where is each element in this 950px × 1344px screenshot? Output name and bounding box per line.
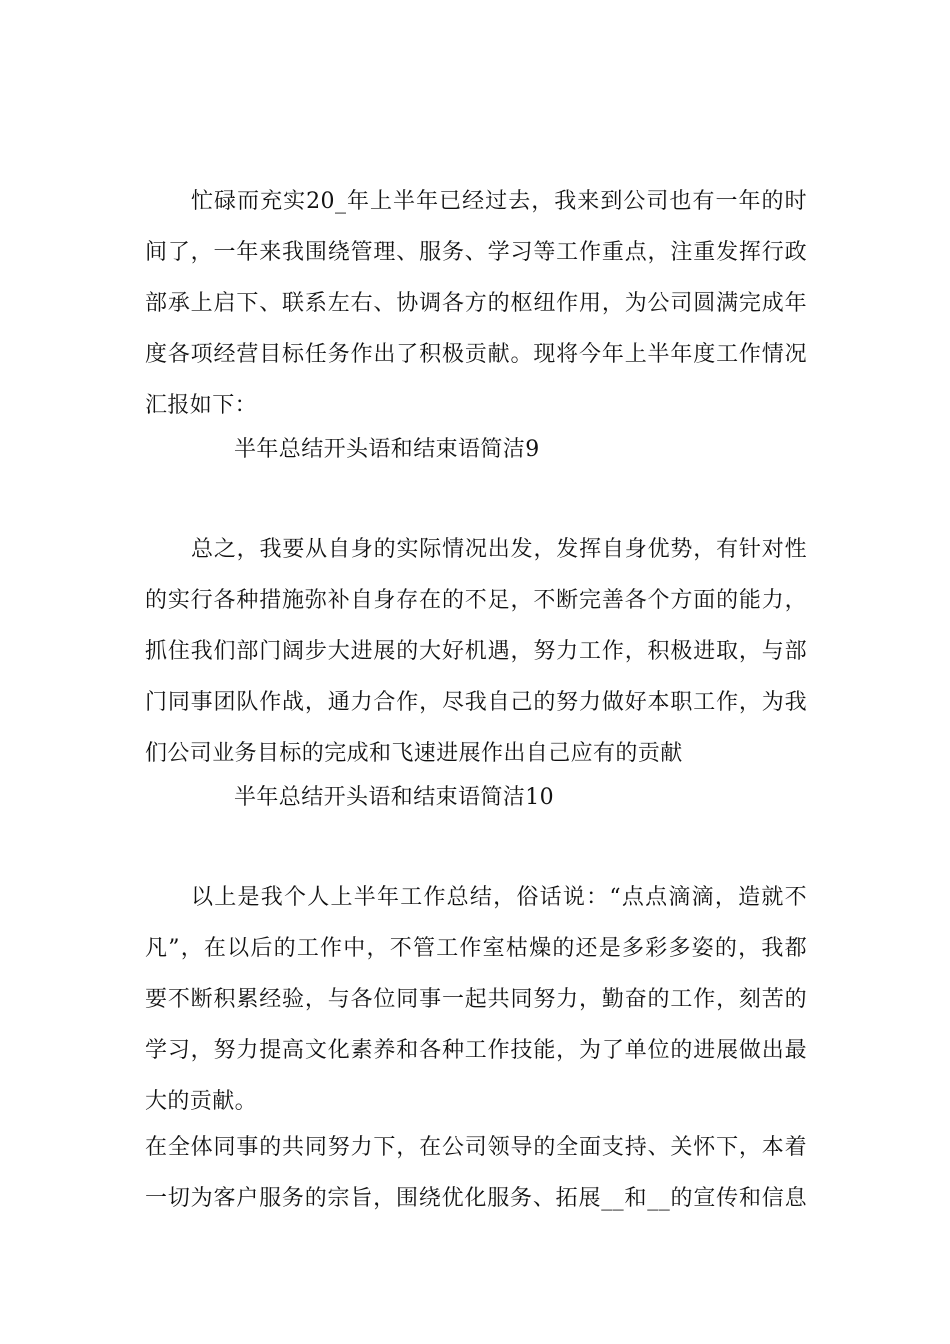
- paragraph-line: 门同事团队作战，通力合作，尽我自己的努力做好本职工作，为我: [145, 690, 807, 715]
- paragraph-3: [145, 872, 807, 1127]
- paragraph-line: 要不断积累经验，与各位同事一起共同努力，勤奋的工作，刻苦的: [145, 987, 807, 1012]
- paragraph-line: 凡”，在以后的工作中，不管工作室枯燥的还是多彩多姿的，我都: [145, 936, 807, 961]
- paragraph-line: 的实行各种措施弥补自身存在的不足，不断完善各个方面的能力，: [145, 588, 807, 613]
- paragraph-line: 忙碌而充实20_年上半年已经过去，我来到公司也有一年的时: [191, 189, 807, 214]
- paragraph-line: 一切为客户服务的宗旨，围绕优化服务、拓展__和__的宣传和信息: [145, 1186, 807, 1211]
- paragraph-1: [145, 176, 807, 431]
- paragraph-line: 度各项经营目标任务作出了积极贡献。现将今年上半年度工作情况: [145, 342, 807, 367]
- paragraph-line: 在全体同事的共同努力下，在公司领导的全面支持、关怀下，本着: [145, 1135, 807, 1160]
- paragraph-line: 们公司业务目标的完成和飞速进展作出自己应有的贡献: [145, 741, 683, 766]
- section-heading-9: 半年总结开头语和结束语简洁9: [234, 437, 540, 462]
- paragraph-line: 汇报如下：: [145, 393, 258, 418]
- section-heading-10: 半年总结开头语和结束语简洁10: [234, 785, 554, 810]
- paragraph-4: [145, 1122, 807, 1224]
- paragraph-line: 以上是我个人上半年工作总结，俗话说：“点点滴滴，造就不: [191, 885, 807, 910]
- paragraph-line: 总之，我要从自身的实际情况出发，发挥自身优势，有针对性: [191, 537, 807, 562]
- paragraph-line: 间了，一年来我围绕管理、服务、学习等工作重点，注重发挥行政: [145, 240, 807, 265]
- paragraph-2: [145, 524, 807, 779]
- paragraph-line: 学习，努力提高文化素养和各种工作技能，为了单位的进展做出最: [145, 1038, 807, 1063]
- paragraph-line: 抓住我们部门阔步大进展的大好机遇，努力工作，积极进取，与部: [145, 639, 807, 664]
- paragraph-line: 部承上启下、联系左右、协调各方的枢纽作用，为公司圆满完成年: [145, 291, 807, 316]
- paragraph-line: 大的贡献。: [145, 1089, 258, 1114]
